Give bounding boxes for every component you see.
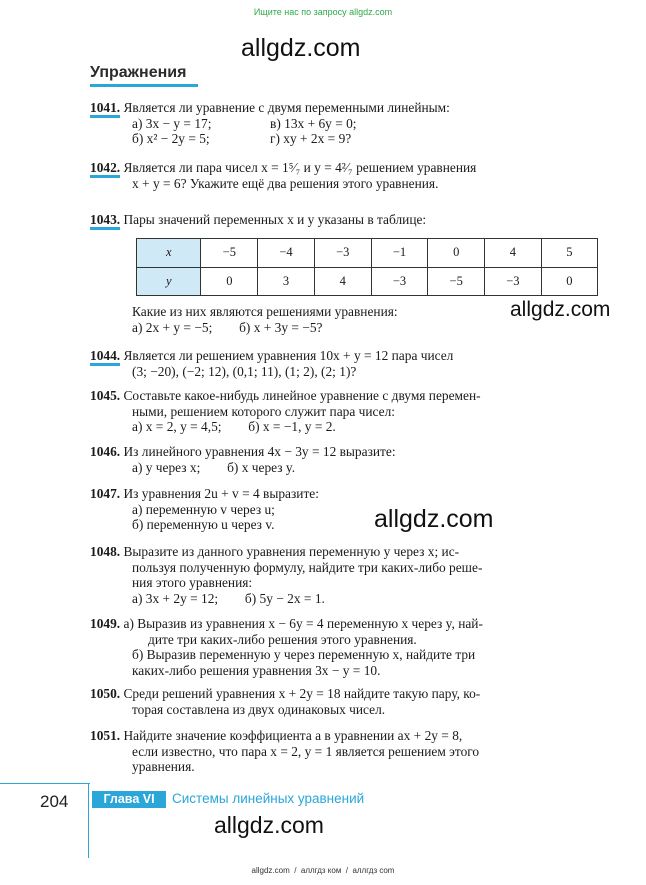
footer-divider xyxy=(0,783,90,784)
exercise-1050 xyxy=(90,686,600,717)
exercise-text-2: x + y = 6? Укажите ещё два решения этого уравнения. xyxy=(132,175,439,191)
exercise-1045 xyxy=(90,388,600,435)
watermark-mid-right: allgdz.com xyxy=(510,298,611,321)
exercise-text: Найдите значение коэффициента a в уравнении ax + 2y = 8, xyxy=(123,728,463,743)
table-cell: −5 xyxy=(428,267,485,296)
table-cell: 5 xyxy=(541,239,597,268)
exercise-text-3: б) Выразив переменную y через переменную x, найдите три xyxy=(132,647,476,663)
exercise-text: Пары значений переменных x и y указаны в таблице: xyxy=(123,212,427,227)
exercise-options: а) x = 2, y = 4,5; б) x = −1, y = 2. xyxy=(132,419,336,435)
option-v: в) 13x + 6y = 0; xyxy=(270,115,357,131)
exercise-text: Выразите из данного уравнения переменную y через x; ис- xyxy=(123,544,460,559)
chapter-title: Системы линейных уравнений xyxy=(172,791,365,806)
exercise-option-a: а) переменную v через u; xyxy=(132,501,275,517)
exercise-number: 1050. xyxy=(90,686,121,701)
table-cell: 0 xyxy=(201,267,258,296)
table-cell: 0 xyxy=(428,239,485,268)
table-row-y xyxy=(137,267,598,296)
exercise-text-3: ния этого уравнения: xyxy=(132,575,253,591)
exercise-text-2: если известно, что пара x = 2, y = 1 является решением этого xyxy=(132,743,480,759)
exercise-text-4: каких-либо решения уравнения 3x − y = 10. xyxy=(132,662,381,678)
exercise-1051 xyxy=(90,728,600,775)
exercise-1042 xyxy=(90,160,600,191)
watermark-middle: allgdz.com xyxy=(374,505,494,533)
table-row-x xyxy=(137,239,598,268)
exercise-number: 1041. xyxy=(90,100,120,118)
exercise-text: Среди решений уравнения x + 2y = 18 найдите такую пару, ко- xyxy=(123,686,481,701)
table-cell: −1 xyxy=(371,239,428,268)
table-header-x: x xyxy=(137,239,201,268)
option-g: г) xy + 2x = 9? xyxy=(270,131,352,147)
table-cell: 4 xyxy=(314,267,371,296)
exercise-text-3: уравнения. xyxy=(132,759,195,775)
values-table xyxy=(136,238,598,296)
exercise-1047 xyxy=(90,486,600,533)
exercise-options: а) 3x + 2y = 12; б) 5y − 2x = 1. xyxy=(132,590,325,606)
exercise-text: а) Выразив из уравнения x − 6y = 4 переменную x через y, най- xyxy=(123,616,483,631)
table-cell: −5 xyxy=(201,239,258,268)
exercise-number: 1042. xyxy=(90,160,120,178)
footer-vertical-rule xyxy=(88,783,89,858)
exercise-question: Какие из них являются решениями уравнения: xyxy=(132,304,398,319)
chapter-badge: Глава VI xyxy=(92,791,166,808)
exercise-text-2: дите три каких-либо решения этого уравнения. xyxy=(148,631,417,647)
table-header-y: y xyxy=(137,267,201,296)
exercise-1049 xyxy=(90,616,600,678)
exercise-1048 xyxy=(90,544,600,606)
exercise-text: Является ли уравнение с двумя переменными линейным: xyxy=(123,100,450,115)
exercise-text: Из уравнения 2u + v = 4 выразите: xyxy=(123,486,319,501)
exercise-number: 1048. xyxy=(90,544,121,559)
exercise-number: 1046. xyxy=(90,444,121,459)
exercise-text-2: (3; −20), (−2; 12), (0,1; 11), (1; 2), (2; 1)? xyxy=(132,363,357,379)
exercise-number: 1051. xyxy=(90,728,121,743)
exercise-text-2: ными, решением которого служит пара чисел: xyxy=(132,403,396,419)
exercise-options: а) y через x; б) x через y. xyxy=(132,459,296,475)
exercise-text-2: торая составлена из двух одинаковых чисел. xyxy=(132,701,386,717)
exercise-1044 xyxy=(90,348,600,379)
table-cell: 4 xyxy=(485,239,542,268)
bottom-links: allgdz.com / аллгдз ком / аллгдз com xyxy=(251,866,395,875)
option-a: а) 3x − y = 17; xyxy=(132,115,212,131)
watermark-top: allgdz.com xyxy=(241,34,361,62)
exercise-text: Составьте какое-нибудь линейное уравнение с двумя перемен- xyxy=(123,388,481,403)
search-tagline: Ищите нас по запросу allgdz.com xyxy=(253,7,393,17)
exercise-number: 1049. xyxy=(90,616,121,631)
table-cell: −3 xyxy=(371,267,428,296)
watermark-bottom: allgdz.com xyxy=(214,812,324,838)
exercise-number: 1045. xyxy=(90,388,121,403)
exercise-option-b: б) переменную u через v. xyxy=(132,517,275,533)
exercise-number: 1043. xyxy=(90,212,120,230)
exercise-number: 1047. xyxy=(90,486,121,501)
section-title: Упражнения xyxy=(90,64,187,81)
table-cell: −3 xyxy=(314,239,371,268)
table-cell: −4 xyxy=(258,239,315,268)
exercise-options: а) 2x + y = −5; б) x + 3y = −5? xyxy=(132,319,323,335)
table-cell: −3 xyxy=(485,267,542,296)
exercise-number: 1044. xyxy=(90,348,120,366)
exercise-text: Является ли пара чисел x = 1⁵⁄₇ и y = 4²⁄₇ решением уравнения xyxy=(123,160,477,175)
exercise-text: Является ли решением уравнения 10x + y = 12 пара чисел xyxy=(123,348,454,363)
section-underline xyxy=(90,84,198,87)
exercise-1043 xyxy=(90,212,600,228)
option-b: б) x² − 2y = 5; xyxy=(132,131,210,147)
table-cell: 0 xyxy=(541,267,597,296)
exercise-1046 xyxy=(90,444,600,475)
exercise-1041 xyxy=(90,100,600,147)
page-number: 204 xyxy=(40,792,69,811)
table-cell: 3 xyxy=(258,267,315,296)
exercise-text: Из линейного уравнения 4x − 3y = 12 выразите: xyxy=(123,444,396,459)
exercise-text-2: пользуя полученную формулу, найдите три каких-либо реше- xyxy=(132,559,483,575)
